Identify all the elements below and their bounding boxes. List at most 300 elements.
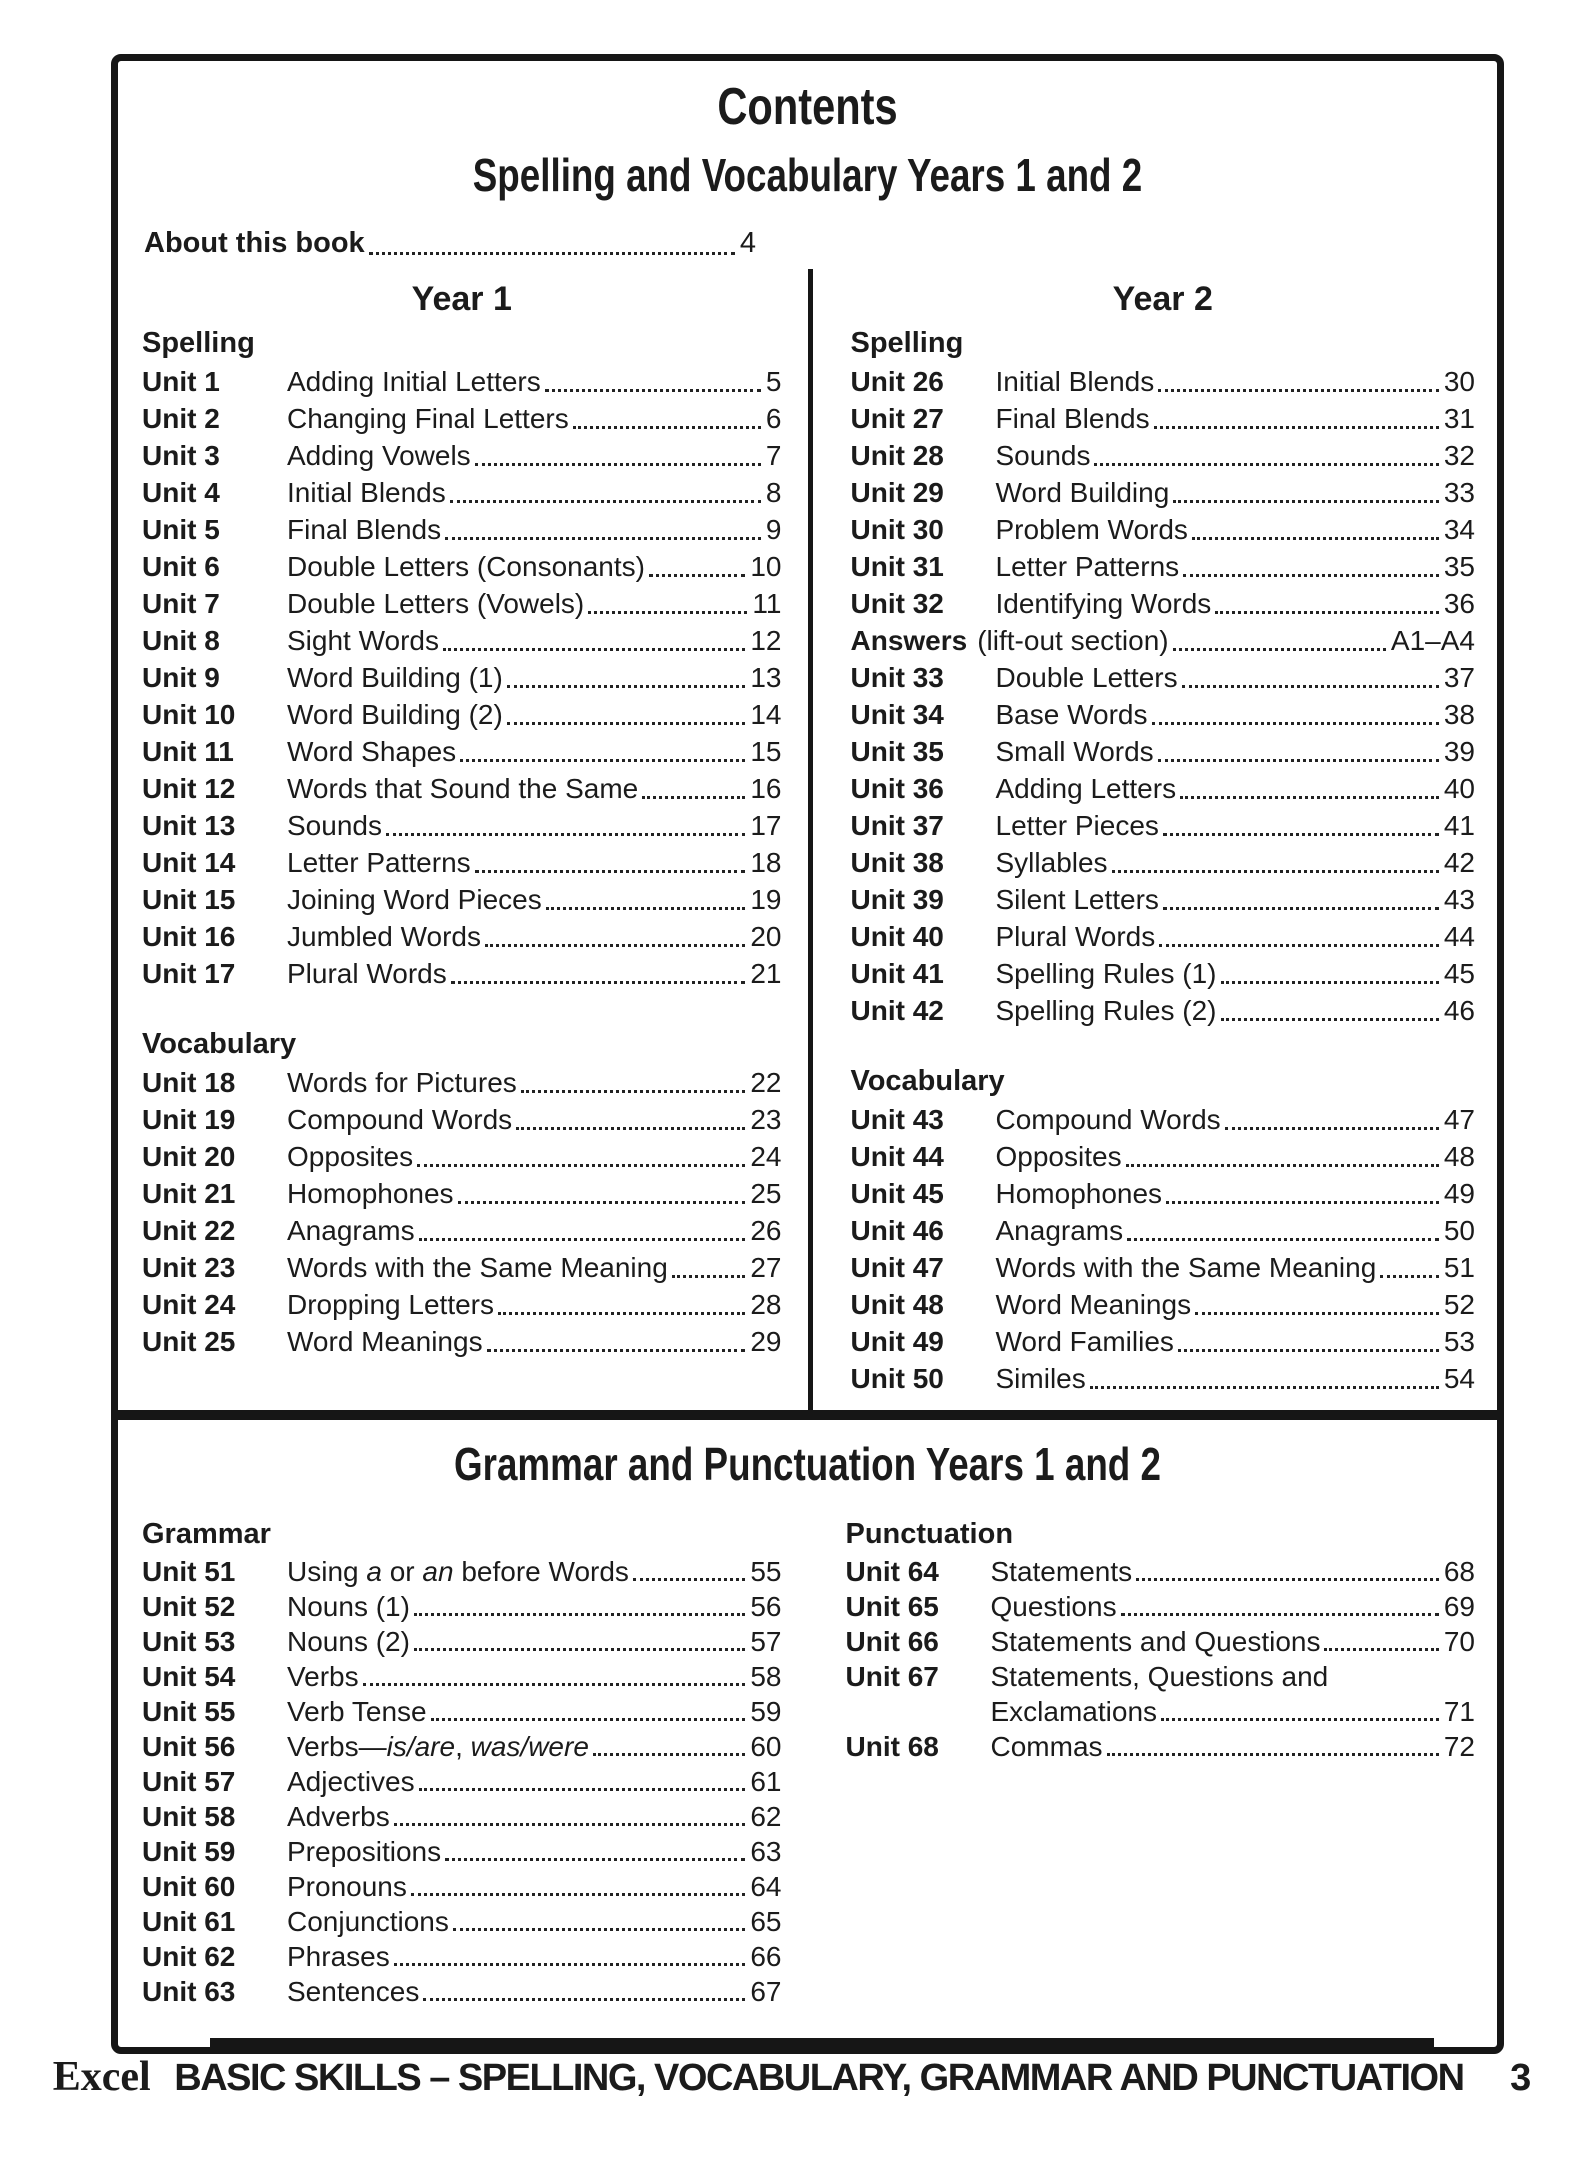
toc-entry-title: Plural Words bbox=[995, 921, 1156, 952]
toc-entry-title: Similes bbox=[995, 1363, 1086, 1394]
toc-unit-label: Unit 26 bbox=[850, 366, 944, 397]
toc-page-number: 22 bbox=[750, 1067, 782, 1098]
toc-row bbox=[851, 474, 1476, 511]
dot-leader bbox=[394, 1823, 746, 1826]
toc-row bbox=[142, 1869, 782, 1904]
toc-entry-title: Statements and Questions bbox=[990, 1626, 1321, 1657]
toc-row bbox=[851, 770, 1476, 807]
toc-row bbox=[846, 1624, 1476, 1659]
toc-unit-label: Unit 37 bbox=[850, 810, 944, 841]
toc-row bbox=[851, 400, 1476, 437]
dot-leader bbox=[633, 1578, 745, 1581]
toc-unit-label: Unit 34 bbox=[850, 699, 944, 730]
dot-leader bbox=[1221, 981, 1439, 984]
toc-page-number: 48 bbox=[1443, 1141, 1475, 1172]
dot-leader bbox=[1163, 907, 1439, 910]
dot-leader bbox=[445, 537, 761, 540]
toc-page-number: 8 bbox=[765, 477, 782, 508]
toc-unit-label: Unit 6 bbox=[142, 551, 220, 582]
toc-page-number: 13 bbox=[750, 662, 782, 693]
toc-row bbox=[851, 1323, 1476, 1360]
toc-group bbox=[142, 1514, 782, 2009]
toc-page-number: 6 bbox=[765, 403, 782, 434]
toc-entry-title bbox=[287, 1554, 629, 1589]
toc-row bbox=[142, 511, 782, 548]
toc-entry-title: Compound Words bbox=[995, 1104, 1221, 1135]
title-segment: Using bbox=[287, 1556, 367, 1587]
toc-page-number: 11 bbox=[752, 588, 782, 619]
toc-unit-label: Unit 10 bbox=[142, 699, 236, 730]
toc-row bbox=[851, 363, 1476, 400]
dot-leader bbox=[1173, 500, 1439, 503]
toc-page-number: 57 bbox=[750, 1626, 782, 1657]
toc-entry-title: Word Meanings bbox=[287, 1326, 483, 1357]
about-page-number: 4 bbox=[739, 227, 756, 259]
toc-entry-title: Words with the Same Meaning bbox=[995, 1252, 1377, 1283]
toc-unit-label: Unit 29 bbox=[850, 477, 944, 508]
toc-page-number: 70 bbox=[1443, 1626, 1475, 1657]
toc-unit-label: Unit 32 bbox=[850, 588, 944, 619]
toc-unit-label: Unit 51 bbox=[142, 1556, 236, 1587]
toc-unit-label: Unit 4 bbox=[142, 477, 220, 508]
toc-entry-title: Sight Words bbox=[287, 625, 439, 656]
toc-row bbox=[142, 1212, 782, 1249]
toc-page-number: 27 bbox=[750, 1252, 782, 1283]
toc-row bbox=[142, 770, 782, 807]
toc-column bbox=[118, 1508, 808, 2047]
toc-page-number: 58 bbox=[750, 1661, 782, 1692]
toc-unit-label: Unit 35 bbox=[850, 736, 944, 767]
dot-leader bbox=[1112, 870, 1439, 873]
toc-entry-title: Jumbled Words bbox=[287, 921, 482, 952]
dot-leader bbox=[649, 574, 745, 577]
dot-leader bbox=[1163, 833, 1439, 836]
toc-page-number: 67 bbox=[750, 1976, 782, 2007]
toc-unit-label: Unit 59 bbox=[142, 1836, 236, 1867]
toc-column bbox=[118, 269, 808, 1410]
toc-row bbox=[846, 1554, 1476, 1589]
section-divider bbox=[118, 1410, 1497, 1420]
toc-unit-label: Unit 8 bbox=[142, 625, 220, 656]
dot-leader bbox=[419, 1238, 746, 1241]
dot-leader bbox=[363, 1683, 746, 1686]
toc-page-number: 54 bbox=[1443, 1363, 1475, 1394]
toc-unit-label: Unit 63 bbox=[142, 1976, 236, 2007]
toc-unit-label: Unit 18 bbox=[142, 1067, 236, 1098]
toc-unit-label: Unit 36 bbox=[850, 773, 944, 804]
toc-unit-label: Unit 56 bbox=[142, 1731, 236, 1762]
toc-unit-label: Unit 7 bbox=[142, 588, 220, 619]
toc-page-number: 15 bbox=[750, 736, 782, 767]
spelling-vocab-title: Spelling and Vocabulary Years 1 and 2 bbox=[472, 149, 1143, 201]
toc-row bbox=[846, 1694, 1476, 1729]
dot-leader bbox=[516, 1127, 745, 1130]
toc-page-number: 28 bbox=[750, 1289, 782, 1320]
dot-leader bbox=[1136, 1578, 1439, 1581]
dot-leader bbox=[1094, 463, 1438, 466]
title-segment: was/were bbox=[470, 1731, 589, 1762]
toc-entry-title: Word Families bbox=[995, 1326, 1174, 1357]
dot-leader bbox=[593, 1753, 745, 1756]
toc-row bbox=[142, 659, 782, 696]
dot-leader bbox=[1158, 759, 1439, 762]
dot-leader bbox=[546, 907, 746, 910]
toc-row bbox=[142, 474, 782, 511]
grammar-punct-section bbox=[118, 1420, 1497, 2047]
toc-entry-title: Problem Words bbox=[995, 514, 1188, 545]
toc-page-number: 72 bbox=[1443, 1731, 1475, 1762]
toc-column bbox=[808, 1508, 1498, 2047]
toc-unit-label: Unit 5 bbox=[142, 514, 220, 545]
toc-row bbox=[142, 1939, 782, 1974]
toc-row bbox=[846, 1589, 1476, 1624]
toc-unit-label: Unit 24 bbox=[142, 1289, 236, 1320]
about-this-book-row bbox=[144, 223, 756, 263]
toc-entry-title: Changing Final Letters bbox=[287, 403, 569, 434]
toc-row bbox=[142, 1064, 782, 1101]
toc-entry-title: Exclamations bbox=[990, 1696, 1158, 1727]
toc-page-number: 24 bbox=[750, 1141, 782, 1172]
toc-entry-title: Homophones bbox=[995, 1178, 1163, 1209]
toc-unit-label: Unit 16 bbox=[142, 921, 236, 952]
dot-leader bbox=[1182, 685, 1439, 688]
page-number: 3 bbox=[1510, 2057, 1532, 2099]
toc-entry-title: Double Letters (Vowels) bbox=[287, 588, 585, 619]
toc-row bbox=[142, 1249, 782, 1286]
toc-page-number: A1–A4 bbox=[1390, 625, 1475, 656]
toc-row bbox=[851, 1360, 1476, 1397]
toc-entry-title: Statements bbox=[990, 1556, 1133, 1587]
toc-page-number: 55 bbox=[750, 1556, 782, 1587]
dot-leader bbox=[1178, 1349, 1439, 1352]
toc-entry-title: Verbs bbox=[287, 1661, 359, 1692]
toc-row bbox=[851, 1175, 1476, 1212]
toc-page-number: 40 bbox=[1443, 773, 1475, 804]
toc-row bbox=[142, 1175, 782, 1212]
toc-entry-title: Adding Vowels bbox=[287, 440, 471, 471]
toc-page-number: 52 bbox=[1443, 1289, 1475, 1320]
dot-leader bbox=[1121, 1613, 1439, 1616]
toc-entry-title: Sounds bbox=[287, 810, 382, 841]
dot-leader bbox=[451, 981, 746, 984]
toc-row bbox=[142, 400, 782, 437]
toc-row bbox=[142, 585, 782, 622]
toc-unit-label: Unit 14 bbox=[142, 847, 236, 878]
toc-row bbox=[142, 1904, 782, 1939]
toc-entry-title: Spelling Rules (2) bbox=[995, 995, 1217, 1026]
dot-leader bbox=[431, 1718, 746, 1721]
dot-leader bbox=[1161, 1718, 1439, 1721]
dot-leader bbox=[453, 1928, 745, 1931]
dot-leader bbox=[573, 426, 761, 429]
toc-unit-label: Unit 49 bbox=[850, 1326, 944, 1357]
toc-row bbox=[142, 1974, 782, 2009]
toc-entry-title: Adverbs bbox=[287, 1801, 390, 1832]
toc-page-number: 17 bbox=[750, 810, 782, 841]
toc-row bbox=[851, 622, 1476, 659]
dot-leader bbox=[458, 1201, 746, 1204]
toc-page-number: 23 bbox=[750, 1104, 782, 1135]
dot-leader bbox=[411, 1893, 745, 1896]
group-heading: Spelling bbox=[142, 327, 255, 359]
toc-entry-title: Homophones bbox=[287, 1178, 454, 1209]
toc-row bbox=[142, 1286, 782, 1323]
dot-leader bbox=[1154, 426, 1439, 429]
toc-entry-title: Identifying Words bbox=[995, 588, 1212, 619]
dot-leader bbox=[394, 1963, 746, 1966]
dot-leader bbox=[1180, 796, 1439, 799]
toc-unit-label: Unit 22 bbox=[142, 1215, 236, 1246]
toc-unit-label: Unit 21 bbox=[142, 1178, 236, 1209]
toc-page-number: 68 bbox=[1443, 1556, 1475, 1587]
toc-entry-title: Word Building (2) bbox=[287, 699, 503, 730]
dot-leader bbox=[414, 1613, 745, 1616]
toc-entry-title: Final Blends bbox=[287, 514, 442, 545]
dot-leader bbox=[1159, 944, 1439, 947]
toc-unit-label: Unit 28 bbox=[850, 440, 944, 471]
toc-row bbox=[846, 1659, 1476, 1694]
toc-page-number: 51 bbox=[1443, 1252, 1475, 1283]
title-segment: an bbox=[422, 1556, 454, 1587]
toc-page-number: 59 bbox=[750, 1696, 782, 1727]
toc-group bbox=[851, 323, 1476, 1029]
toc-entry-title: Words for Pictures bbox=[287, 1067, 517, 1098]
title-segment: , bbox=[455, 1731, 471, 1762]
dot-leader bbox=[521, 1090, 746, 1093]
toc-entry-title: Word Building bbox=[995, 477, 1170, 508]
toc-row bbox=[142, 1138, 782, 1175]
dot-leader bbox=[487, 1349, 746, 1352]
toc-row bbox=[846, 1729, 1476, 1764]
dot-leader bbox=[1158, 389, 1439, 392]
toc-entry-title: Joining Word Pieces bbox=[287, 884, 542, 915]
toc-entry-title: Compound Words bbox=[287, 1104, 513, 1135]
toc-page-number: 44 bbox=[1443, 921, 1475, 952]
toc-page-number: 18 bbox=[750, 847, 782, 878]
toc-entry-title: Statements, Questions and bbox=[990, 1661, 1329, 1692]
column-heading: Year 2 bbox=[1112, 280, 1213, 318]
toc-entry-title: Anagrams bbox=[287, 1215, 415, 1246]
group-heading: Spelling bbox=[850, 327, 964, 359]
toc-group bbox=[851, 1061, 1476, 1397]
toc-page-number: 19 bbox=[750, 884, 782, 915]
toc-page-number: 29 bbox=[750, 1326, 782, 1357]
dot-leader bbox=[1380, 1275, 1439, 1278]
dot-leader bbox=[443, 648, 745, 651]
toc-unit-label: Unit 30 bbox=[850, 514, 944, 545]
group-heading: Vocabulary bbox=[850, 1065, 1005, 1097]
dot-leader bbox=[419, 1788, 746, 1791]
dot-leader bbox=[450, 500, 761, 503]
toc-entry-title: Adjectives bbox=[287, 1766, 415, 1797]
dot-leader bbox=[1192, 537, 1439, 540]
dot-leader bbox=[369, 252, 735, 255]
toc-entry-title: (lift-out section) bbox=[977, 625, 1169, 656]
toc-row bbox=[851, 1249, 1476, 1286]
toc-row bbox=[142, 548, 782, 585]
toc-unit-label: Unit 55 bbox=[142, 1696, 236, 1727]
toc-row bbox=[851, 844, 1476, 881]
toc-unit-label: Unit 40 bbox=[850, 921, 944, 952]
toc-page-number: 5 bbox=[765, 366, 782, 397]
toc-row bbox=[851, 807, 1476, 844]
grammar-punct-columns bbox=[118, 1508, 1497, 2047]
toc-unit-label: Unit 45 bbox=[850, 1178, 944, 1209]
toc-row bbox=[142, 844, 782, 881]
toc-row bbox=[142, 696, 782, 733]
toc-unit-label: Unit 62 bbox=[142, 1941, 236, 1972]
year-columns bbox=[118, 269, 1497, 1410]
toc-unit-label: Unit 50 bbox=[850, 1363, 944, 1394]
toc-row bbox=[142, 1694, 782, 1729]
toc-unit-label: Unit 64 bbox=[845, 1556, 939, 1587]
spelling-vocab-section bbox=[118, 61, 1497, 1410]
toc-page-number: 60 bbox=[750, 1731, 782, 1762]
toc-column bbox=[808, 269, 1498, 1410]
dot-leader bbox=[485, 944, 745, 947]
toc-unit-label: Unit 9 bbox=[142, 662, 220, 693]
toc-entry-title: Double Letters (Consonants) bbox=[287, 551, 645, 582]
toc-page-number: 7 bbox=[765, 440, 782, 471]
dot-leader bbox=[1090, 1386, 1439, 1389]
toc-unit-label: Unit 60 bbox=[142, 1871, 236, 1902]
toc-unit-label: Unit 54 bbox=[142, 1661, 236, 1692]
toc-page-number: 49 bbox=[1443, 1178, 1475, 1209]
toc-entry-title: Letter Patterns bbox=[995, 551, 1180, 582]
toc-entry-title: Final Blends bbox=[995, 403, 1150, 434]
toc-page-number: 31 bbox=[1443, 403, 1475, 434]
toc-row bbox=[851, 881, 1476, 918]
toc-unit-label: Unit 68 bbox=[845, 1731, 939, 1762]
toc-page-number: 14 bbox=[750, 699, 782, 730]
dot-leader bbox=[1173, 648, 1386, 651]
toc-page-number: 32 bbox=[1443, 440, 1475, 471]
toc-unit-label: Unit 1 bbox=[142, 366, 220, 397]
toc-row bbox=[851, 696, 1476, 733]
toc-unit-label: Unit 47 bbox=[850, 1252, 944, 1283]
toc-row bbox=[142, 807, 782, 844]
dot-leader bbox=[1215, 611, 1439, 614]
toc-unit-label: Unit 12 bbox=[142, 773, 236, 804]
dot-leader bbox=[545, 389, 761, 392]
toc-page-number: 16 bbox=[750, 773, 782, 804]
toc-unit-label: Unit 44 bbox=[850, 1141, 944, 1172]
title-segment: a bbox=[366, 1556, 382, 1587]
toc-unit-label: Unit 61 bbox=[142, 1906, 236, 1937]
toc-entry-title: Letter Patterns bbox=[287, 847, 471, 878]
toc-row bbox=[142, 1729, 782, 1764]
toc-unit-label: Unit 67 bbox=[845, 1661, 939, 1692]
toc-page-number: 33 bbox=[1443, 477, 1475, 508]
dot-leader bbox=[386, 833, 745, 836]
toc-unit-label: Unit 27 bbox=[850, 403, 944, 434]
toc-entry-title: Sentences bbox=[287, 1976, 420, 2007]
toc-page-number: 56 bbox=[750, 1591, 782, 1622]
toc-page-number: 41 bbox=[1443, 810, 1475, 841]
toc-unit-label: Unit 2 bbox=[142, 403, 220, 434]
dot-leader bbox=[414, 1648, 745, 1651]
toc-unit-label: Answers bbox=[850, 625, 968, 656]
toc-unit-label: Unit 66 bbox=[845, 1626, 939, 1657]
toc-entry-title: Opposites bbox=[287, 1141, 414, 1172]
toc-unit-label: Unit 11 bbox=[142, 736, 234, 767]
toc-page-number: 66 bbox=[750, 1941, 782, 1972]
toc-page-number: 62 bbox=[750, 1801, 782, 1832]
toc-row bbox=[142, 363, 782, 400]
toc-unit-label: Unit 39 bbox=[850, 884, 944, 915]
toc-row bbox=[142, 1101, 782, 1138]
toc-entry-title: Word Shapes bbox=[287, 736, 457, 767]
toc-page-number: 26 bbox=[750, 1215, 782, 1246]
toc-entry-title: Opposites bbox=[995, 1141, 1122, 1172]
title-segment: or bbox=[381, 1556, 423, 1587]
dot-leader bbox=[417, 1164, 745, 1167]
footer-bar bbox=[210, 2038, 1434, 2051]
toc-entry-title: Letter Pieces bbox=[995, 810, 1159, 841]
toc-page-number: 61 bbox=[750, 1766, 782, 1797]
toc-page-number: 30 bbox=[1443, 366, 1475, 397]
toc-unit-label: Unit 42 bbox=[850, 995, 944, 1026]
toc-unit-label: Unit 57 bbox=[142, 1766, 236, 1797]
group-heading: Vocabulary bbox=[142, 1028, 297, 1060]
toc-entry-title: Nouns (1) bbox=[287, 1591, 410, 1622]
toc-entry-title: Verb Tense bbox=[287, 1696, 427, 1727]
toc-page-number: 35 bbox=[1443, 551, 1475, 582]
dot-leader bbox=[423, 1998, 745, 2001]
toc-row bbox=[851, 1138, 1476, 1175]
series-title: BASIC SKILLS – SPELLING, VOCABULARY, GRAMMAR AND PUNCTUATION bbox=[174, 2057, 1464, 2099]
toc-page-number: 21 bbox=[750, 958, 782, 989]
toc-page-number: 34 bbox=[1443, 514, 1475, 545]
toc-unit-label: Unit 23 bbox=[142, 1252, 236, 1283]
toc-unit-label: Unit 13 bbox=[142, 810, 236, 841]
toc-group bbox=[142, 323, 782, 992]
toc-unit-label: Unit 46 bbox=[850, 1215, 944, 1246]
toc-page-number: 9 bbox=[765, 514, 782, 545]
toc-entry-title: Word Meanings bbox=[995, 1289, 1192, 1320]
toc-entry-title: Syllables bbox=[995, 847, 1108, 878]
toc-unit-label: Unit 41 bbox=[850, 958, 944, 989]
toc-unit-label: Unit 15 bbox=[142, 884, 236, 915]
toc-unit-label: Unit 3 bbox=[142, 440, 220, 471]
dot-leader bbox=[672, 1275, 746, 1278]
toc-page-number: 45 bbox=[1443, 958, 1475, 989]
book-contents-box bbox=[111, 54, 1504, 2054]
toc-row bbox=[851, 585, 1476, 622]
toc-entry-title: Commas bbox=[990, 1731, 1103, 1762]
toc-row bbox=[851, 659, 1476, 696]
title-segment: is/are bbox=[386, 1731, 456, 1762]
toc-group bbox=[846, 1514, 1476, 1764]
toc-row bbox=[851, 511, 1476, 548]
toc-unit-label: Unit 65 bbox=[845, 1591, 939, 1622]
toc-row bbox=[142, 955, 782, 992]
toc-entry-title: Word Building (1) bbox=[287, 662, 503, 693]
toc-row bbox=[142, 1659, 782, 1694]
toc-unit-label: Unit 25 bbox=[142, 1326, 236, 1357]
dot-leader bbox=[507, 722, 746, 725]
toc-entry-title: Double Letters bbox=[995, 662, 1178, 693]
toc-unit-label: Unit 20 bbox=[142, 1141, 236, 1172]
toc-page-number: 46 bbox=[1443, 995, 1475, 1026]
toc-unit-label: Unit 31 bbox=[850, 551, 944, 582]
title-segment: before Words bbox=[453, 1556, 629, 1587]
dot-leader bbox=[475, 870, 746, 873]
toc-row bbox=[142, 622, 782, 659]
toc-row bbox=[142, 733, 782, 770]
toc-unit-label: Unit 33 bbox=[850, 662, 944, 693]
contents-title: Contents bbox=[717, 78, 898, 136]
